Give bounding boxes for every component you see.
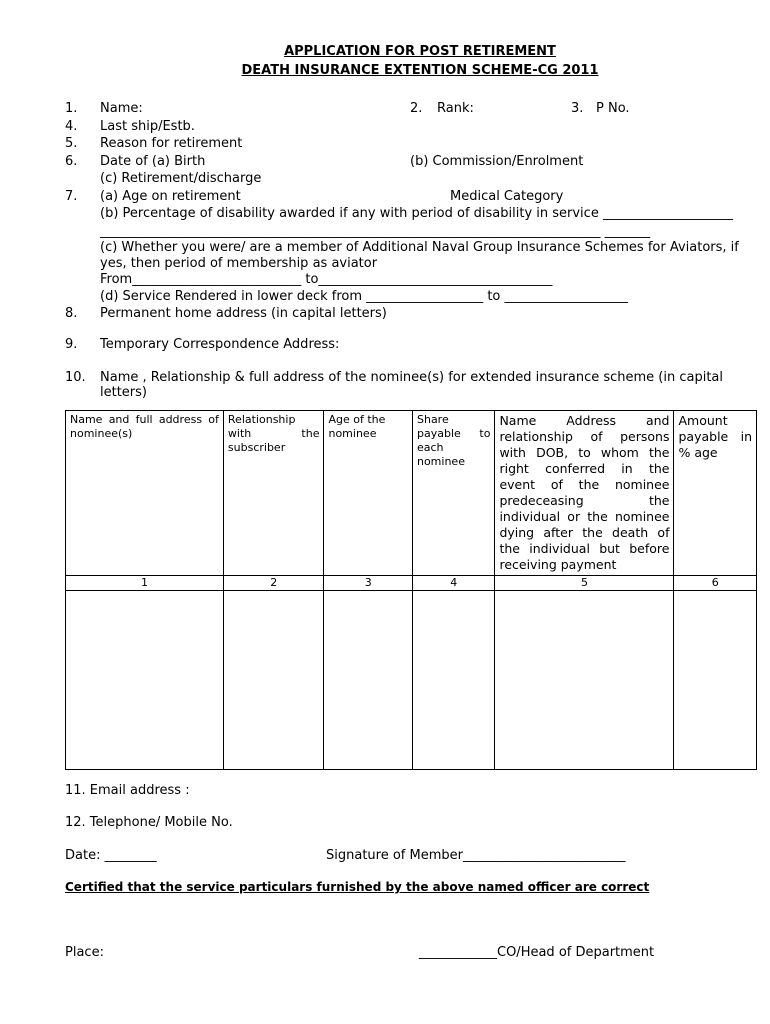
- certification-statement: Certified that the service particulars furnished by the above named officer are correct: [65, 880, 650, 894]
- email-label: 11. Email address :: [65, 783, 190, 798]
- lower-deck-field: (d) Service Rendered in lower deck from __________________ to ___________________: [100, 289, 628, 304]
- item-number: 9.: [65, 337, 78, 352]
- last-ship-label: Last ship/Estb.: [100, 119, 195, 134]
- item-number: 2.: [410, 101, 423, 116]
- item-number: 6.: [65, 154, 78, 169]
- co-head-signature-field: ____________CO/Head of Department: [419, 945, 655, 960]
- table-index-row: [66, 576, 757, 591]
- item-number: 7.: [65, 189, 78, 204]
- amount-cell[interactable]: [674, 591, 757, 770]
- column-header: Age of the nominee: [324, 411, 413, 576]
- table-header-row: [66, 411, 757, 576]
- temporary-address-label: Temporary Correspondence Address:: [100, 337, 340, 352]
- disability-blank-line: _____________________________________________________________________________ _______: [100, 224, 651, 239]
- retirement-label: (c) Retirement/discharge: [100, 171, 262, 186]
- table-entry-row: [66, 591, 757, 770]
- nominee-table: [65, 410, 757, 770]
- column-header: Share payable to each nominee: [412, 411, 494, 576]
- date-field: Date: ________: [65, 848, 157, 863]
- item-number: 4.: [65, 119, 78, 134]
- phone-label: 12. Telephone/ Mobile No.: [65, 815, 233, 830]
- column-index: 5: [495, 576, 674, 591]
- nominee-instruction-line2: letters): [100, 385, 147, 400]
- item-number: 10.: [65, 370, 86, 385]
- rank-label: Rank:: [437, 101, 474, 116]
- column-index: 1: [66, 576, 224, 591]
- name-label: Name:: [100, 101, 143, 116]
- column-index: 6: [674, 576, 757, 591]
- item-number: 8.: [65, 306, 78, 321]
- item-number: 3.: [571, 101, 584, 116]
- relationship-cell[interactable]: [223, 591, 324, 770]
- nominee-name-cell[interactable]: [66, 591, 224, 770]
- column-header: Name Address and relationship of persons with DOB, to whom the right conferred in the event of the nominee predeceasing the individual or the nominee dying after the death of the individual but before receiving payment: [495, 411, 674, 576]
- column-header: Relationship with the subscriber: [223, 411, 324, 576]
- member-signature-field: Signature of Member_________________________: [326, 848, 626, 863]
- aviator-question-line2: yes, then period of membership as aviator: [100, 256, 378, 271]
- aviator-period-field: From__________________________ to____________________________________: [100, 272, 553, 287]
- column-index: 2: [223, 576, 324, 591]
- medical-label: Medical Category: [450, 189, 564, 204]
- item-number: 5.: [65, 136, 78, 151]
- disability-label: (b) Percentage of disability awarded if any with period of disability in service ____________________: [100, 206, 733, 221]
- commission-label: (b) Commission/Enrolment: [410, 154, 584, 169]
- column-index: 3: [324, 576, 413, 591]
- column-header: Name and full address of nominee(s): [66, 411, 224, 576]
- column-header: Amount payable in % age: [674, 411, 757, 576]
- contingent-person-cell[interactable]: [495, 591, 674, 770]
- column-index: 4: [412, 576, 494, 591]
- aviator-question-line1: (c) Whether you were/ are a member of Additional Naval Group Insurance Schemes for Aviators, if: [100, 240, 739, 255]
- age-label: (a) Age on retirement: [100, 189, 241, 204]
- item-number: 1.: [65, 101, 78, 116]
- pno-label: P No.: [596, 101, 630, 116]
- permanent-address-label: Permanent home address (in capital letters): [100, 306, 387, 321]
- age-cell[interactable]: [324, 591, 413, 770]
- share-cell[interactable]: [412, 591, 494, 770]
- form-title-line1: APPLICATION FOR POST RETIREMENT: [284, 44, 556, 59]
- form-title-line2: DEATH INSURANCE EXTENTION SCHEME-CG 2011: [241, 63, 599, 78]
- nominee-instruction-line1: Name , Relationship & full address of the nominee(s) for extended insurance scheme (in capital: [100, 370, 724, 385]
- place-label: Place:: [65, 945, 104, 960]
- reason-label: Reason for retirement: [100, 136, 243, 151]
- dob-label: Date of (a) Birth: [100, 154, 206, 169]
